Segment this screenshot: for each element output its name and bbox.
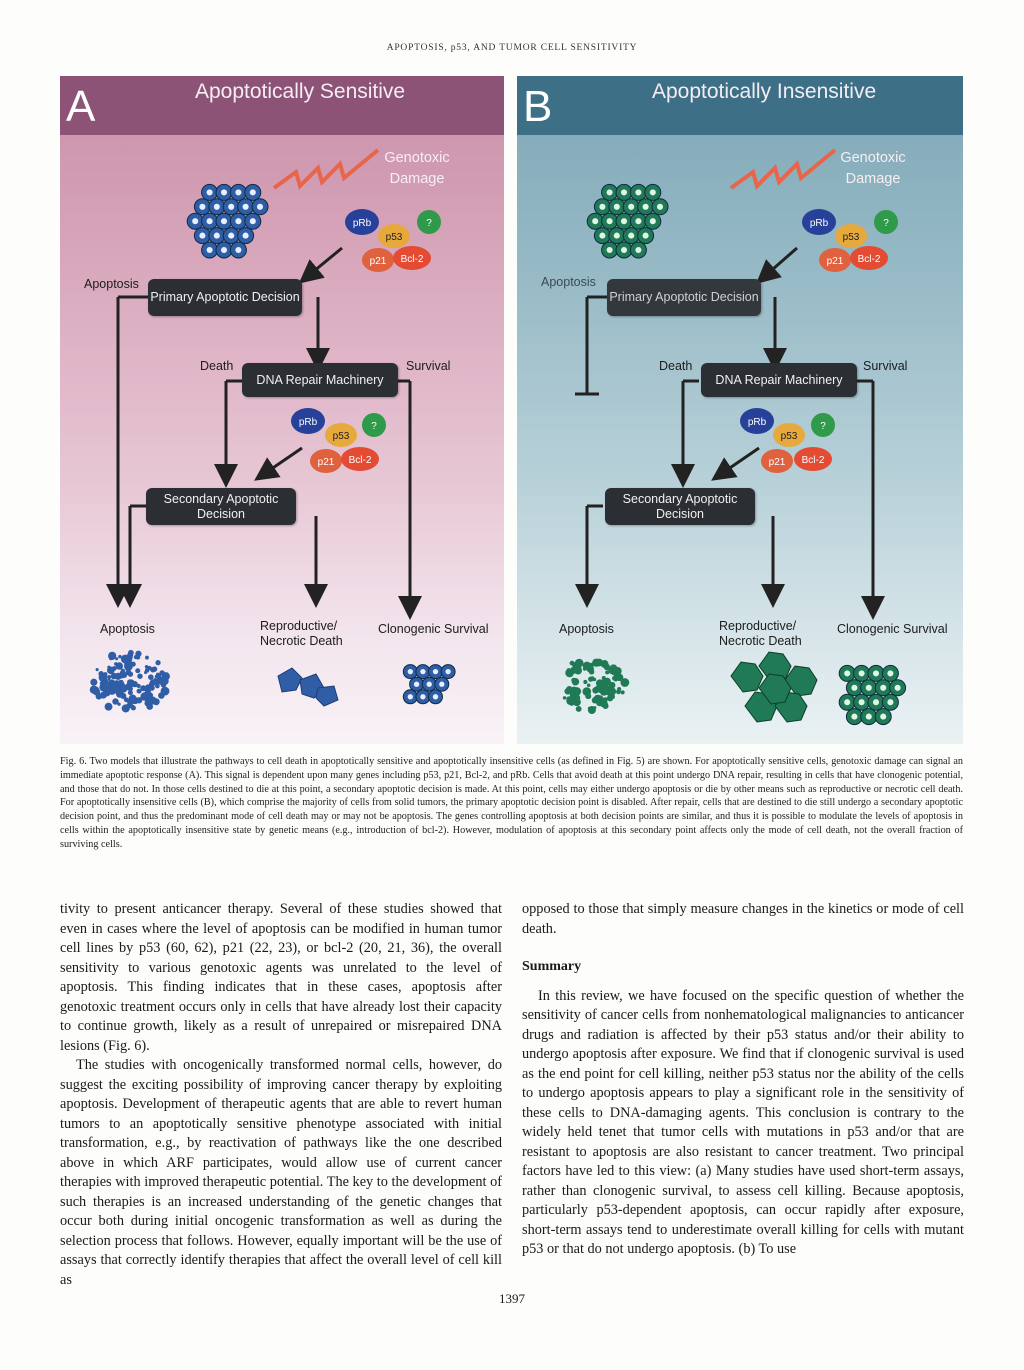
outcome-reproductive-label: Reproductive/ Necrotic Death: [260, 619, 343, 648]
svg-text:?: ?: [820, 421, 826, 432]
death-label: Death: [200, 359, 234, 373]
protein-group-primary: [802, 209, 898, 272]
svg-text:p53: p53: [332, 431, 350, 442]
figure-panel-a: [60, 76, 504, 744]
svg-text:pRb: pRb: [747, 417, 767, 428]
outcome-clonogenic-label: Clonogenic Survival: [378, 622, 489, 636]
protein-group-secondary: [291, 408, 386, 473]
body-paragraph: tivity to present anticancer therapy. Several of these studies showed that even in cases where the level of apoptosis can be modified in human tumor cell lines by p53 (60, 62), p21 (22, 23), or bcl-2 (20, 21, 36), the overall sensitivity to various genotoxic agents was unrelated to the level of apoptosis. This finding indicates that in these cases, apoptosis after genotoxic treatment occurs only in cells that have already lost their capacity to continue growth, likely as a result of unrepaired or misrepaired DNA lesions (Fig. 6).: [60, 901, 502, 1054]
apoptosis-side-label: Apoptosis: [541, 275, 596, 289]
figure-panel-b: [517, 76, 963, 744]
svg-text:pRb: pRb: [809, 218, 829, 229]
svg-text:p21: p21: [369, 256, 387, 267]
svg-text:p53: p53: [842, 232, 860, 243]
genotoxic-damage-label: Genotoxic Damage: [840, 150, 906, 187]
svg-text:Bcl-2: Bcl-2: [801, 455, 825, 466]
primary-apoptotic-decision-box: Primary Apoptotic Decision: [148, 279, 302, 316]
lightning-bolt-icon: [274, 150, 378, 188]
running-head: APOPTOSIS, p53, AND TUMOR CELL SENSITIVITY: [386, 43, 638, 53]
panel-a-letter: A: [66, 82, 96, 131]
svg-text:pRb: pRb: [298, 417, 318, 428]
death-label: Death: [659, 359, 693, 373]
panel-a-title: Apoptotically Sensitive: [195, 80, 406, 103]
outcome-apoptosis-label: Apoptosis: [559, 622, 614, 636]
apoptotic-fragments-icon: [563, 659, 629, 714]
body-column-right: [522, 900, 964, 1260]
dna-repair-machinery-box: DNA Repair Machinery: [242, 363, 398, 397]
panel-b-title: Apoptotically Insensitive: [652, 80, 877, 103]
primary-apoptotic-decision-box: Primary Apoptotic Decision: [607, 279, 761, 316]
survival-label: Survival: [406, 359, 451, 373]
outcome-apoptosis-label: Apoptosis: [100, 622, 155, 636]
svg-text:pRb: pRb: [352, 218, 372, 229]
necrotic-cells-icon: [278, 668, 338, 706]
figure-caption: Fig. 6. Two models that illustrate the pathways to cell death in apoptotically sensitive and apoptotically insensitive cells (as defined in Fig. 5) are shown. For apoptotically sensitive cells, genotoxic damage can signal an immediate apoptotic response (A). This signal is dependent upon many genes including p53, p21, Bcl-2, and pRb. Cells that avoid death at this point undergo DNA repair, resulting in cells that have clonogenic potential, and those that do not. In those cells destined to die at this point, a secondary apoptotic decision is made. At this point, cells may either undergo apoptosis or die by other means such as reproductive or necrotic cell death. For apoptotically insensitive cells (B), which comprise the majority of cells from solid tumors, the primary apoptotic decision point is disabled. After repair, cells that are destined to die still undergo a secondary apoptotic decision point, and thus the predominant mode of cell death may or may not be apoptosis. The genes controlling apoptosis at both decision points are similar, and thus it is possible to modulate the levels of apoptosis in cells within the apoptotically insensitive state by genetic means (e.g., introduction of bcl-2). However, modulation of apoptosis at this secondary point affects only the mode of cell death, not the overall fraction of surviving cells.: [60, 756, 963, 850]
apoptotic-fragments-icon: [90, 650, 170, 713]
svg-text:?: ?: [426, 218, 432, 229]
svg-text:Bcl-2: Bcl-2: [400, 254, 424, 265]
genotoxic-damage-label: Genotoxic Damage: [384, 150, 450, 187]
protein-group-primary: [345, 209, 441, 272]
body-paragraph: In this review, we have focused on the specific question of whether the sensitivity of cancer cells from nonhematological malignancies to anticancer drugs and radiation is affected by their p53 status and/or their ability to undergo apoptosis after exposure. We find that if clonogenic survival is used as the end point for cell killing, neither p53 status nor the ability of the cells to undergo apoptosis appears to play a significant role in the sensitivity of these cells to DNA-damaging agents. This conclusion is contrary to the widely held tenet that tumor cells with mutations in p53 and/or that are resistant to apoptosis are also resistant to cancer treatment. Two principal factors have led to this view: (a) Many studies have used short-term assays, rather than clonogenic survival, to assess cell killing. Because apoptosis, particularly p53-dependent apoptosis, can occur rapidly after exposure, short-term assays tend to underestimate overall killing for cells with mutant p53 or that do not undergo apoptosis. (b) To use: [522, 987, 964, 1257]
outcome-clonogenic-label: Clonogenic Survival: [837, 622, 948, 636]
survival-label: Survival: [863, 359, 908, 373]
dna-repair-machinery-box: DNA Repair Machinery: [701, 363, 857, 397]
secondary-apoptotic-decision-box: Secondary Apoptotic Decision: [605, 488, 755, 525]
svg-text:p53: p53: [385, 232, 403, 243]
protein-group-secondary: [740, 408, 835, 473]
necrotic-cells-icon: [731, 652, 817, 722]
page-number: 1397: [499, 1291, 525, 1306]
apoptosis-side-label: Apoptosis: [84, 277, 139, 291]
cell-cluster-icon: [587, 184, 668, 258]
lightning-bolt-icon: [731, 150, 835, 188]
body-paragraph: opposed to those that simply measure changes in the kinetics or mode of cell death.: [522, 901, 964, 937]
svg-text:p21: p21: [826, 256, 844, 267]
section-heading-summary: Summary: [522, 959, 582, 974]
svg-text:p21: p21: [317, 457, 335, 468]
cell-cluster-icon: [187, 184, 268, 258]
svg-text:Bcl-2: Bcl-2: [857, 254, 881, 265]
svg-text:?: ?: [371, 421, 377, 432]
clonogenic-colony-icon: [839, 665, 905, 724]
svg-text:p21: p21: [768, 457, 786, 468]
panel-b-letter: B: [523, 82, 553, 131]
secondary-apoptotic-decision-box: Secondary Apoptotic Decision: [146, 488, 296, 525]
svg-text:p53: p53: [780, 431, 798, 442]
svg-text:?: ?: [883, 218, 889, 229]
svg-text:Bcl-2: Bcl-2: [348, 455, 372, 466]
body-column-left: [60, 900, 502, 1290]
body-paragraph: The studies with oncogenically transformed normal cells, however, do suggest the exciting possibility of improving cancer therapy by exploiting apoptosis. Development of therapeutic agents that are able to revert human tumors to an apoptotically sensitive phenotype associated with initial transformation, e.g., by reactivation of pathways like the one described above in which ARF participates, would allow use of current cancer therapies with improved therapeutic potential. The key to the development of such therapies is an increased understanding of the genetic changes that occur both during initial oncogenic transformation as well as during the selection process that follows. However, equally important will be the use of assays that correctly identify therapies that affect the overall level of cell kill as: [60, 1057, 502, 1288]
clonogenic-colony-icon: [403, 665, 455, 704]
outcome-reproductive-label: Reproductive/ Necrotic Death: [719, 619, 802, 648]
